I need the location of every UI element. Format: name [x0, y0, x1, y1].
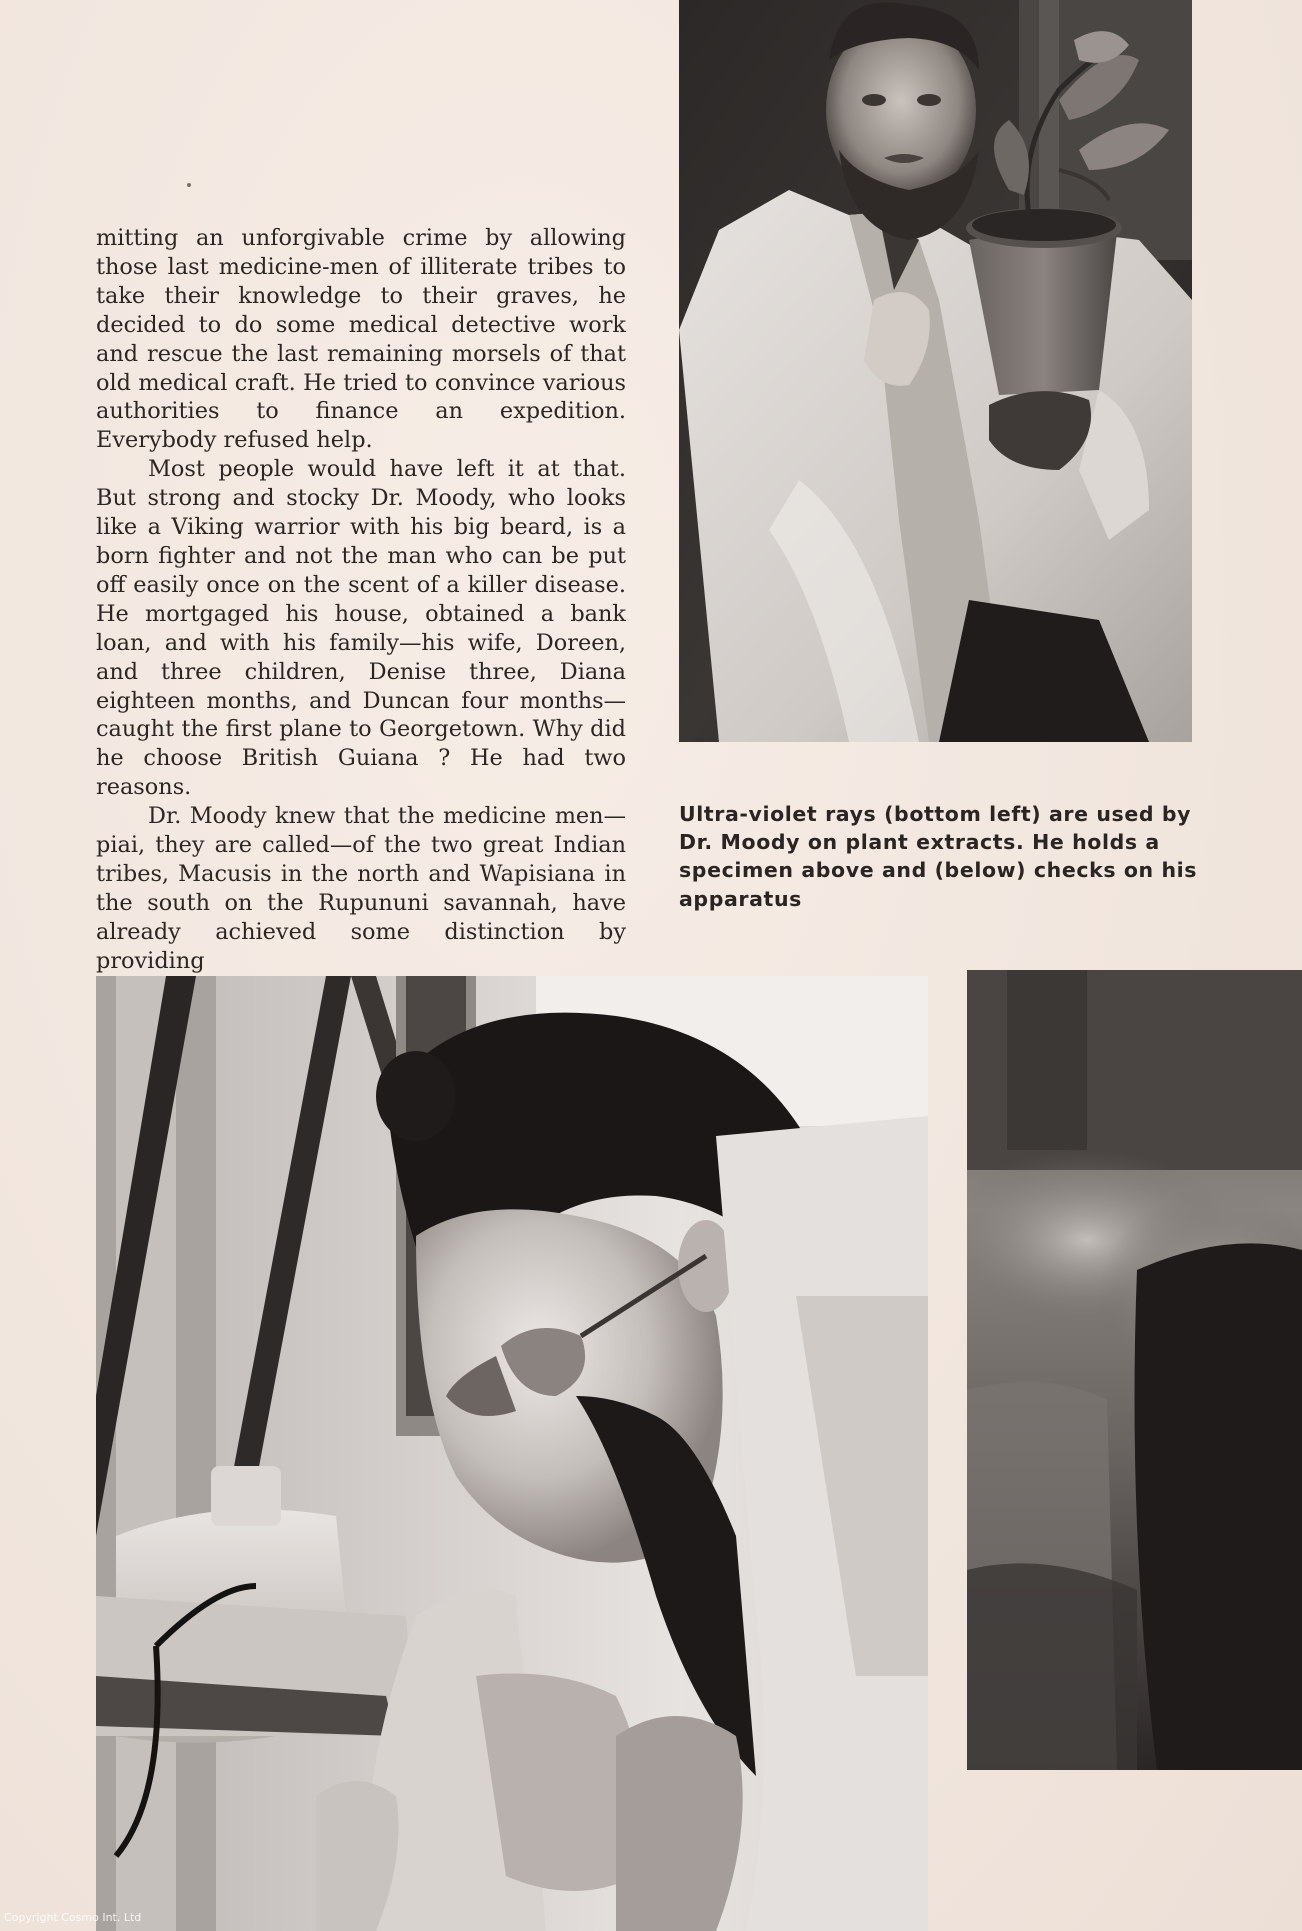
- photo-caption: Ultra-violet rays (bottom left) are used by Dr. Moody on plant extracts. He holds a specimen above and (below) checks on his apparatus: [679, 802, 1198, 911]
- photo-man-checking-apparatus-image: [96, 976, 928, 1931]
- photo-man-holding-plant-image: [679, 0, 1192, 742]
- article-paragraph-1: mitting an unforgivable crime by allowing those last medicine-men of illiterate tribes to take their knowledge to their graves, he decided to do some medical detective work and rescue the last remaining morsels of that old medical craft. He tried to convince various authorities to finance an expedition. Everybody refused help.: [96, 225, 626, 454]
- article-body: [96, 224, 626, 976]
- copyright-watermark: Copyright Cosmo Int. Ltd: [4, 1911, 142, 1924]
- photo-blurred-detail: [967, 970, 1302, 1770]
- photo-man-holding-plant: [679, 0, 1192, 742]
- article-paragraph-3: Dr. Moody knew that the medicine men—piai, they are called—of the two great Indian tribes, Macusis in the north and Wapisiana in the south on the Rupununi savannah, have already achieved some distinction by providing: [96, 803, 626, 974]
- photo-blurred-detail-image: [967, 970, 1302, 1770]
- article-paragraph-2: Most people would have left it at that. But strong and stocky Dr. Moody, who looks like a Viking warrior with his big beard, is a born fighter and not the man who can be put off easily once on the scent of a killer disease. He mortgaged his house, obtained a bank loan, and with his family—his wife, Doreen, and three children, Denise three, Diana eighteen months, and Duncan four months—caught the first plane to Georgetown. Why did he choose British Guiana ? He had two reasons.: [96, 456, 626, 801]
- photo-man-checking-apparatus: [96, 976, 928, 1931]
- paper-speck: [187, 183, 191, 187]
